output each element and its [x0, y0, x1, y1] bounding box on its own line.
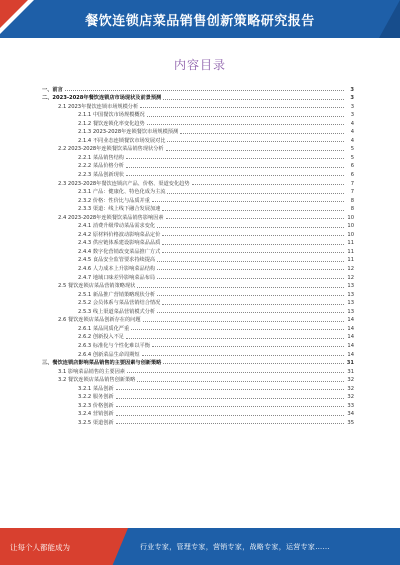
report-title: 餐饮连锁店菜品销售创新策略研究报告: [85, 14, 315, 29]
toc-page-number: 32: [347, 394, 354, 401]
toc-page-number: 12: [347, 274, 354, 281]
toc-entry-text: 3.2.4 营销创新: [78, 411, 114, 418]
toc-entry[interactable]: [36, 332, 354, 341]
toc-page-number: 11: [347, 257, 354, 264]
toc-page-number: 8: [350, 206, 354, 213]
footer-slogan: 让每个人都能成为: [10, 543, 70, 552]
toc-leader-dots: [166, 218, 344, 219]
toc-page-number: 3: [350, 103, 354, 110]
header-corner-accent: [0, 0, 28, 28]
toc-leader-dots: [142, 355, 344, 356]
toc-page-number: 4: [350, 129, 354, 136]
toc-page-number: 10: [347, 214, 354, 221]
toc-page-number: 6: [350, 172, 354, 179]
toc-leader-dots: [167, 193, 344, 194]
toc-leader-dots: [137, 381, 344, 382]
toc-entry[interactable]: [36, 375, 354, 384]
toc-entry[interactable]: [36, 229, 354, 238]
toc-entry[interactable]: [36, 144, 354, 153]
toc-entry[interactable]: [36, 161, 354, 170]
toc-leader-dots: [116, 398, 344, 399]
toc-entry[interactable]: [36, 409, 354, 418]
toc-entry[interactable]: [36, 289, 354, 298]
toc-entry[interactable]: [36, 84, 354, 93]
toc-entry-text: 2.6.1 菜品同质化严重: [78, 325, 130, 332]
toc-entry-text: 2.4.7 地域口味差异影响菜品布局: [78, 274, 156, 281]
toc-leader-dots: [152, 201, 344, 202]
toc-page-number: 14: [347, 317, 354, 324]
toc-entry-text: 2.5.2 会员体系与菜品营销结合情况: [78, 300, 161, 307]
toc-page-number: 31: [347, 368, 354, 375]
toc-entry[interactable]: [36, 152, 354, 161]
toc-page-number: 10: [347, 223, 354, 230]
toc-entry-text: 2.3.2 价格：性价比与品质并重: [78, 197, 150, 204]
toc-entry[interactable]: [36, 135, 354, 144]
toc-entry[interactable]: [36, 93, 354, 102]
toc-leader-dots: [147, 116, 344, 117]
toc-entry-text: 2.6 餐饮连锁店菜品创新存在的问题: [58, 317, 141, 324]
toc-page-number: 14: [347, 334, 354, 341]
toc-leader-dots: [126, 167, 344, 168]
toc-entry-text: 2.6.2 创新投入不足: [78, 334, 124, 341]
toc-entry-text: 二、2023-2028年餐饮连锁店市场现状及前景预测: [42, 95, 162, 102]
toc-leader-dots: [166, 150, 344, 151]
toc-entry-text: 3.1 影响菜品销售的主要因素: [58, 368, 125, 375]
toc-leader-dots: [116, 389, 344, 390]
toc-page-number: 12: [347, 266, 354, 273]
toc-entry[interactable]: [36, 340, 354, 349]
toc-entry[interactable]: [36, 383, 354, 392]
toc-page-number: 33: [347, 402, 354, 409]
toc-entry-text: 2.5.3 线上渠道菜品营销模式分析: [78, 308, 156, 315]
toc-page-number: 13: [347, 291, 354, 298]
toc-leader-dots: [116, 415, 344, 416]
toc-entry[interactable]: [36, 255, 354, 264]
toc-page-number: 35: [347, 419, 354, 426]
toc-leader-dots: [167, 141, 344, 142]
toc-page-number: 6: [350, 163, 354, 170]
toc-leader-dots: [127, 372, 344, 373]
toc-leader-dots: [126, 338, 344, 339]
toc-entry[interactable]: [36, 238, 354, 247]
toc-entry-text: 2.2.3 菜品创新现状: [78, 172, 124, 179]
toc-page-number: 32: [347, 385, 354, 392]
header-banner: [0, 0, 400, 38]
toc-entry-text: 2.2.1 菜品销售结构: [78, 154, 124, 161]
toc-entry-text: 2.6.4 创新菜品生命周期短: [78, 351, 140, 358]
toc-entry-text: 2.4 2023-2028年连锁餐饮菜品销售影响因素: [58, 214, 164, 221]
toc-entry-text: 3.2.2 服务创新: [78, 394, 114, 401]
toc-entry[interactable]: [36, 101, 354, 110]
toc-entry-text: 2.1 2023年餐饮连锁市场规模分析: [58, 103, 139, 110]
toc-leader-dots: [157, 261, 344, 262]
toc-page-number: 13: [347, 283, 354, 290]
toc-entry[interactable]: [36, 315, 354, 324]
toc-leader-dots: [157, 295, 344, 296]
toc-page-number: 31: [346, 360, 354, 367]
toc-entry-text: 2.1.1 中国餐饮市场规模概况: [78, 112, 145, 119]
toc-entry[interactable]: [36, 178, 354, 187]
toc-leader-dots: [162, 252, 344, 253]
toc-leader-dots: [116, 423, 344, 424]
toc-leader-dots: [192, 184, 344, 185]
toc-page-number: 32: [347, 377, 354, 384]
toc-heading: 内容目录: [173, 58, 226, 72]
toc-entry-text: 2.4.4 数字化营销改变菜品推广方式: [78, 248, 161, 255]
toc-entry-text: 三、餐饮连锁店影响菜品销售的主要因素与创新策略: [42, 360, 162, 367]
toc-page-number: 13: [347, 300, 354, 307]
toc-entry[interactable]: [36, 187, 354, 196]
toc-leader-dots: [162, 235, 344, 236]
toc-page-number: 5: [350, 154, 354, 161]
toc-entry-text: 2.4.6 人力成本上升影响菜品结构: [78, 266, 156, 273]
toc-leader-dots: [157, 312, 344, 313]
footer-roles: 行业专家，管理专家，营销专家，战略专家，运营专家……: [140, 543, 330, 551]
toc-entry[interactable]: [36, 366, 354, 375]
toc-leader-dots: [137, 287, 344, 288]
toc-leader-dots: [143, 321, 344, 322]
toc-leader-dots: [157, 269, 344, 270]
toc-entry-text: 一、前言: [42, 86, 63, 93]
toc-leader-dots: [126, 158, 344, 159]
toc-page-number: 7: [350, 180, 354, 187]
toc-leader-dots: [147, 124, 344, 125]
header-right-decoration: [370, 0, 400, 38]
toc-entry[interactable]: [36, 169, 354, 178]
toc-entry[interactable]: [36, 323, 354, 332]
toc-entry[interactable]: [36, 358, 354, 367]
toc-page-number: 3: [350, 112, 354, 119]
toc-leader-dots: [163, 99, 344, 100]
toc-page-number: 8: [350, 197, 354, 204]
toc-entry[interactable]: [36, 349, 354, 358]
toc-entry-text: 3.2 餐饮连锁店菜品销售创新策略: [58, 377, 136, 384]
toc-page-number: 3: [350, 95, 354, 102]
toc-entry-text: 2.4.2 原材料价格波动影响菜品定价: [78, 231, 161, 238]
toc-entry[interactable]: [36, 298, 354, 307]
toc-entry[interactable]: [36, 110, 354, 119]
toc-leader-dots: [131, 329, 344, 330]
toc-page-number: 4: [350, 120, 354, 127]
toc-entry-text: 3.2.3 价格创新: [78, 402, 114, 409]
toc-leader-dots: [162, 304, 344, 305]
toc-entry[interactable]: [36, 195, 354, 204]
table-of-contents: [36, 84, 354, 426]
toc-leader-dots: [152, 346, 344, 347]
toc-entry[interactable]: [36, 400, 354, 409]
toc-entry-text: 3.2.5 渠道创新: [78, 419, 114, 426]
toc-page-number: 34: [347, 411, 354, 418]
toc-leader-dots: [140, 107, 344, 108]
toc-leader-dots: [162, 244, 344, 245]
toc-entry-text: 2.4.1 消费升级带动菜品需求变化: [78, 223, 156, 230]
toc-entry-text: 2.5.1 新品推广营销策略现状分析: [78, 291, 156, 298]
toc-entry-text: 2.6.3 标准化与个性化难以平衡: [78, 342, 150, 349]
toc-page-number: 10: [347, 231, 354, 238]
toc-page-number: 13: [347, 308, 354, 315]
toc-page-number: 11: [347, 240, 354, 247]
toc-entry-text: 2.4.5 食品安全监管要求持续提高: [78, 257, 156, 264]
toc-leader-dots: [180, 133, 344, 134]
toc-page-number: 3: [350, 86, 354, 93]
toc-entry-text: 2.3.3 渠道：线上线下融合发展加速: [78, 206, 161, 213]
toc-entry-text: 2.3 2023-2028年餐饮连锁店产品、价格、渠道变化趋势: [58, 180, 190, 187]
toc-entry-text: 3.2.1 菜品创新: [78, 385, 114, 392]
toc-page-number: 14: [347, 325, 354, 332]
toc-entry-text: 2.3.1 产品：健康化、特色化成为主流: [78, 189, 166, 196]
toc-entry-text: 2.2.2 菜品价格分析: [78, 163, 124, 170]
toc-entry[interactable]: [36, 221, 354, 230]
toc-page-number: 11: [347, 248, 354, 255]
toc-leader-dots: [65, 90, 344, 91]
toc-entry-text: 2.4.3 供应链体系建设影响菜品品质: [78, 240, 161, 247]
toc-entry[interactable]: [36, 204, 354, 213]
toc-entry-text: 2.1.2 餐饮连锁化率变化趋势: [78, 120, 145, 127]
toc-entry[interactable]: [36, 272, 354, 281]
toc-page-number: 5: [350, 146, 354, 153]
toc-entry-text: 2.1.4 不同业态连锁餐饮市场发展对比: [78, 137, 166, 144]
toc-entry[interactable]: [36, 392, 354, 401]
toc-entry-text: 2.5 餐饮连锁店菜品营销策略现状: [58, 283, 136, 290]
toc-leader-dots: [126, 175, 344, 176]
toc-leader-dots: [163, 363, 344, 364]
toc-entry-text: 2.2 2023-2028年连锁餐饮菜品销售现状分析: [58, 146, 164, 153]
toc-leader-dots: [162, 210, 344, 211]
toc-leader-dots: [157, 227, 344, 228]
toc-entry[interactable]: [36, 263, 354, 272]
toc-entry-text: 2.1.3 2023-2028年连锁餐饮市场规模预测: [78, 129, 179, 136]
toc-page-number: 4: [350, 137, 354, 144]
toc-entry[interactable]: [36, 417, 354, 426]
toc-page-number: 7: [350, 189, 354, 196]
toc-leader-dots: [116, 406, 344, 407]
toc-entry[interactable]: [36, 118, 354, 127]
toc-entry[interactable]: [36, 127, 354, 136]
toc-entry[interactable]: [36, 281, 354, 290]
toc-leader-dots: [157, 278, 344, 279]
toc-entry[interactable]: [36, 212, 354, 221]
toc-page-number: 14: [347, 351, 354, 358]
toc-page-number: 14: [347, 342, 354, 349]
toc-entry[interactable]: [36, 246, 354, 255]
toc-entry[interactable]: [36, 306, 354, 315]
footer-banner: [0, 528, 400, 565]
